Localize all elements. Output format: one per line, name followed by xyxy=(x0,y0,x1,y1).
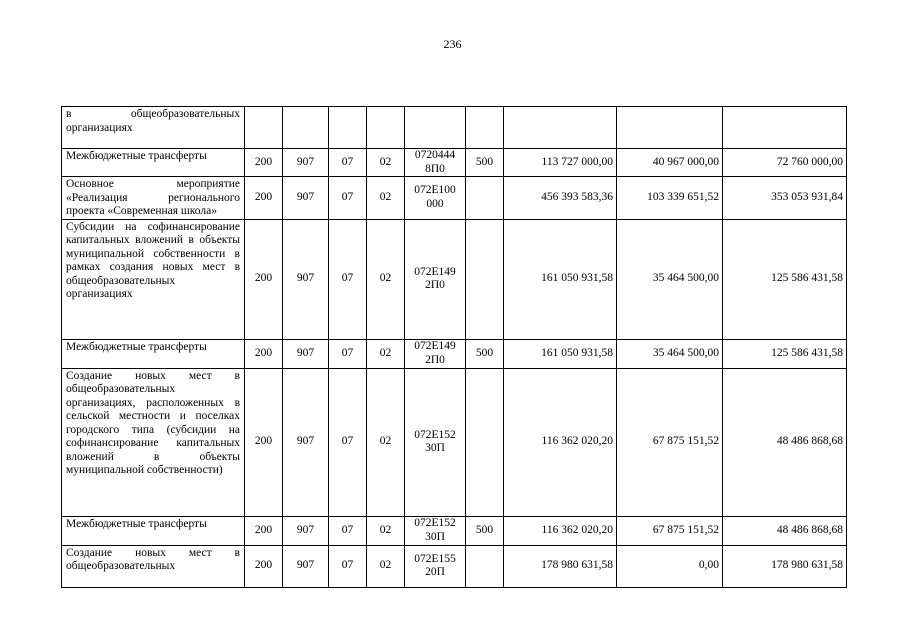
amount-b-cell: 353 053 931,84 xyxy=(723,177,847,220)
section-cell: 07 xyxy=(329,368,367,516)
target-article-line: 2П0 xyxy=(425,353,445,366)
row-name-cell: Субсидии на софинансирование капитальных вложений в объекты муниципальной собственности в рамках создания новых мест в общеобразовательных организациях xyxy=(62,219,245,339)
table-row xyxy=(62,339,847,368)
row-name-cell: Межбюджетные трансферты xyxy=(62,339,245,368)
target-article-line: 072E149 xyxy=(414,265,456,278)
expense-type-cell xyxy=(466,368,504,516)
subsection-cell: 02 xyxy=(367,545,405,587)
subsection-cell: 02 xyxy=(367,219,405,339)
target-article-line: 2П0 xyxy=(425,279,445,291)
row-name-cell: Межбюджетные трансферты xyxy=(62,516,245,545)
table-row xyxy=(62,149,847,177)
target-article-cell xyxy=(405,107,466,149)
amount-total-cell: 161 050 931,58 xyxy=(504,219,617,339)
row-name-cell: в общеобразовательных организациях xyxy=(62,107,245,149)
target-article-line: 30П xyxy=(425,530,445,543)
row-name-cell: Межбюджетные трансферты xyxy=(62,149,245,177)
expense-type-cell xyxy=(466,177,504,220)
subsection-cell: 02 xyxy=(367,177,405,220)
amount-total-cell: 116 362 020,20 xyxy=(504,368,617,516)
ministry-code-cell: 907 xyxy=(283,368,329,516)
ministry-code-cell: 907 xyxy=(283,339,329,368)
amount-a-cell: 67 875 151,52 xyxy=(617,516,723,545)
ministry-code-cell: 907 xyxy=(283,545,329,587)
section-cell: 07 xyxy=(329,149,367,177)
target-article-line: 072E155 xyxy=(414,552,456,565)
subsection-cell: 02 xyxy=(367,368,405,516)
expense-type-cell xyxy=(466,545,504,587)
target-article-line: 000 xyxy=(426,197,444,210)
amount-total-cell: 178 980 631,58 xyxy=(504,545,617,587)
target-article-line: 20П xyxy=(425,566,445,578)
expense-type-cell: 500 xyxy=(466,339,504,368)
section-cell: 07 xyxy=(329,219,367,339)
subsection-cell xyxy=(367,107,405,149)
amount-b-cell: 48 486 868,68 xyxy=(723,368,847,516)
amount-b-cell: 48 486 868,68 xyxy=(723,516,847,545)
expense-type-cell xyxy=(466,107,504,149)
table-row xyxy=(62,107,847,149)
code-cell: 200 xyxy=(245,339,283,368)
target-article-line: 0720444 xyxy=(414,149,456,161)
expense-type-cell: 500 xyxy=(466,149,504,177)
amount-a-cell: 103 339 651,52 xyxy=(617,177,723,220)
amount-a-cell: 40 967 000,00 xyxy=(617,149,723,177)
amount-b-cell: 125 586 431,58 xyxy=(723,219,847,339)
target-article-line: 30П xyxy=(425,442,445,454)
section-cell: 07 xyxy=(329,545,367,587)
ministry-code-cell: 907 xyxy=(283,177,329,220)
code-cell: 200 xyxy=(245,368,283,516)
section-cell: 07 xyxy=(329,516,367,545)
ministry-code-cell: 907 xyxy=(283,516,329,545)
amount-a-cell: 67 875 151,52 xyxy=(617,368,723,516)
row-name-cell: Основное мероприятие «Реализация регионального проекта «Современная школа» xyxy=(62,177,245,220)
target-article-cell xyxy=(405,516,466,545)
expense-type-cell xyxy=(466,219,504,339)
target-article-cell xyxy=(405,177,466,220)
expense-type-cell: 500 xyxy=(466,516,504,545)
target-article-line: 8П0 xyxy=(425,162,445,175)
ministry-code-cell: 907 xyxy=(283,149,329,177)
ministry-code-cell: 907 xyxy=(283,219,329,339)
amount-a-cell: 0,00 xyxy=(617,545,723,587)
section-cell xyxy=(329,107,367,149)
target-article-cell xyxy=(405,545,466,587)
subsection-cell: 02 xyxy=(367,339,405,368)
target-article-line: 072E149 xyxy=(414,340,456,352)
table-row xyxy=(62,368,847,516)
amount-total-cell: 456 393 583,36 xyxy=(504,177,617,220)
section-cell: 07 xyxy=(329,339,367,368)
table-row xyxy=(62,219,847,339)
target-article-line: 072E152 xyxy=(414,517,456,529)
code-cell: 200 xyxy=(245,516,283,545)
code-cell: 200 xyxy=(245,219,283,339)
table-row xyxy=(62,177,847,220)
amount-a-cell: 35 464 500,00 xyxy=(617,219,723,339)
ministry-code-cell xyxy=(283,107,329,149)
amount-total-cell xyxy=(504,107,617,149)
code-cell: 200 xyxy=(245,545,283,587)
page-number: 236 xyxy=(443,37,462,51)
amount-b-cell xyxy=(723,107,847,149)
amount-b-cell: 125 586 431,58 xyxy=(723,339,847,368)
amount-a-cell: 35 464 500,00 xyxy=(617,339,723,368)
table-row xyxy=(62,545,847,587)
code-cell: 200 xyxy=(245,149,283,177)
amount-b-cell: 178 980 631,58 xyxy=(723,545,847,587)
target-article-cell xyxy=(405,339,466,368)
amount-a-cell xyxy=(617,107,723,149)
target-article-line: 072E152 xyxy=(414,428,456,441)
amount-total-cell: 116 362 020,20 xyxy=(504,516,617,545)
budget-table xyxy=(61,106,847,588)
target-article-cell xyxy=(405,149,466,177)
table-row xyxy=(62,516,847,545)
code-cell xyxy=(245,107,283,149)
code-cell: 200 xyxy=(245,177,283,220)
row-name-cell: Создание новых мест в общеобразовательных организациях, расположенных в сельской местности и поселках городского типа (субсидии на софинансирование капитальных вложений в объекты муниципальной собственности) xyxy=(62,368,245,516)
row-name-cell: Создание новых мест в общеобразовательных xyxy=(62,545,245,587)
target-article-cell xyxy=(405,219,466,339)
subsection-cell: 02 xyxy=(367,149,405,177)
amount-total-cell: 161 050 931,58 xyxy=(504,339,617,368)
amount-b-cell: 72 760 000,00 xyxy=(723,149,847,177)
amount-total-cell: 113 727 000,00 xyxy=(504,149,617,177)
target-article-line: 072E100 xyxy=(414,184,456,197)
target-article-cell xyxy=(405,368,466,516)
section-cell: 07 xyxy=(329,177,367,220)
subsection-cell: 02 xyxy=(367,516,405,545)
